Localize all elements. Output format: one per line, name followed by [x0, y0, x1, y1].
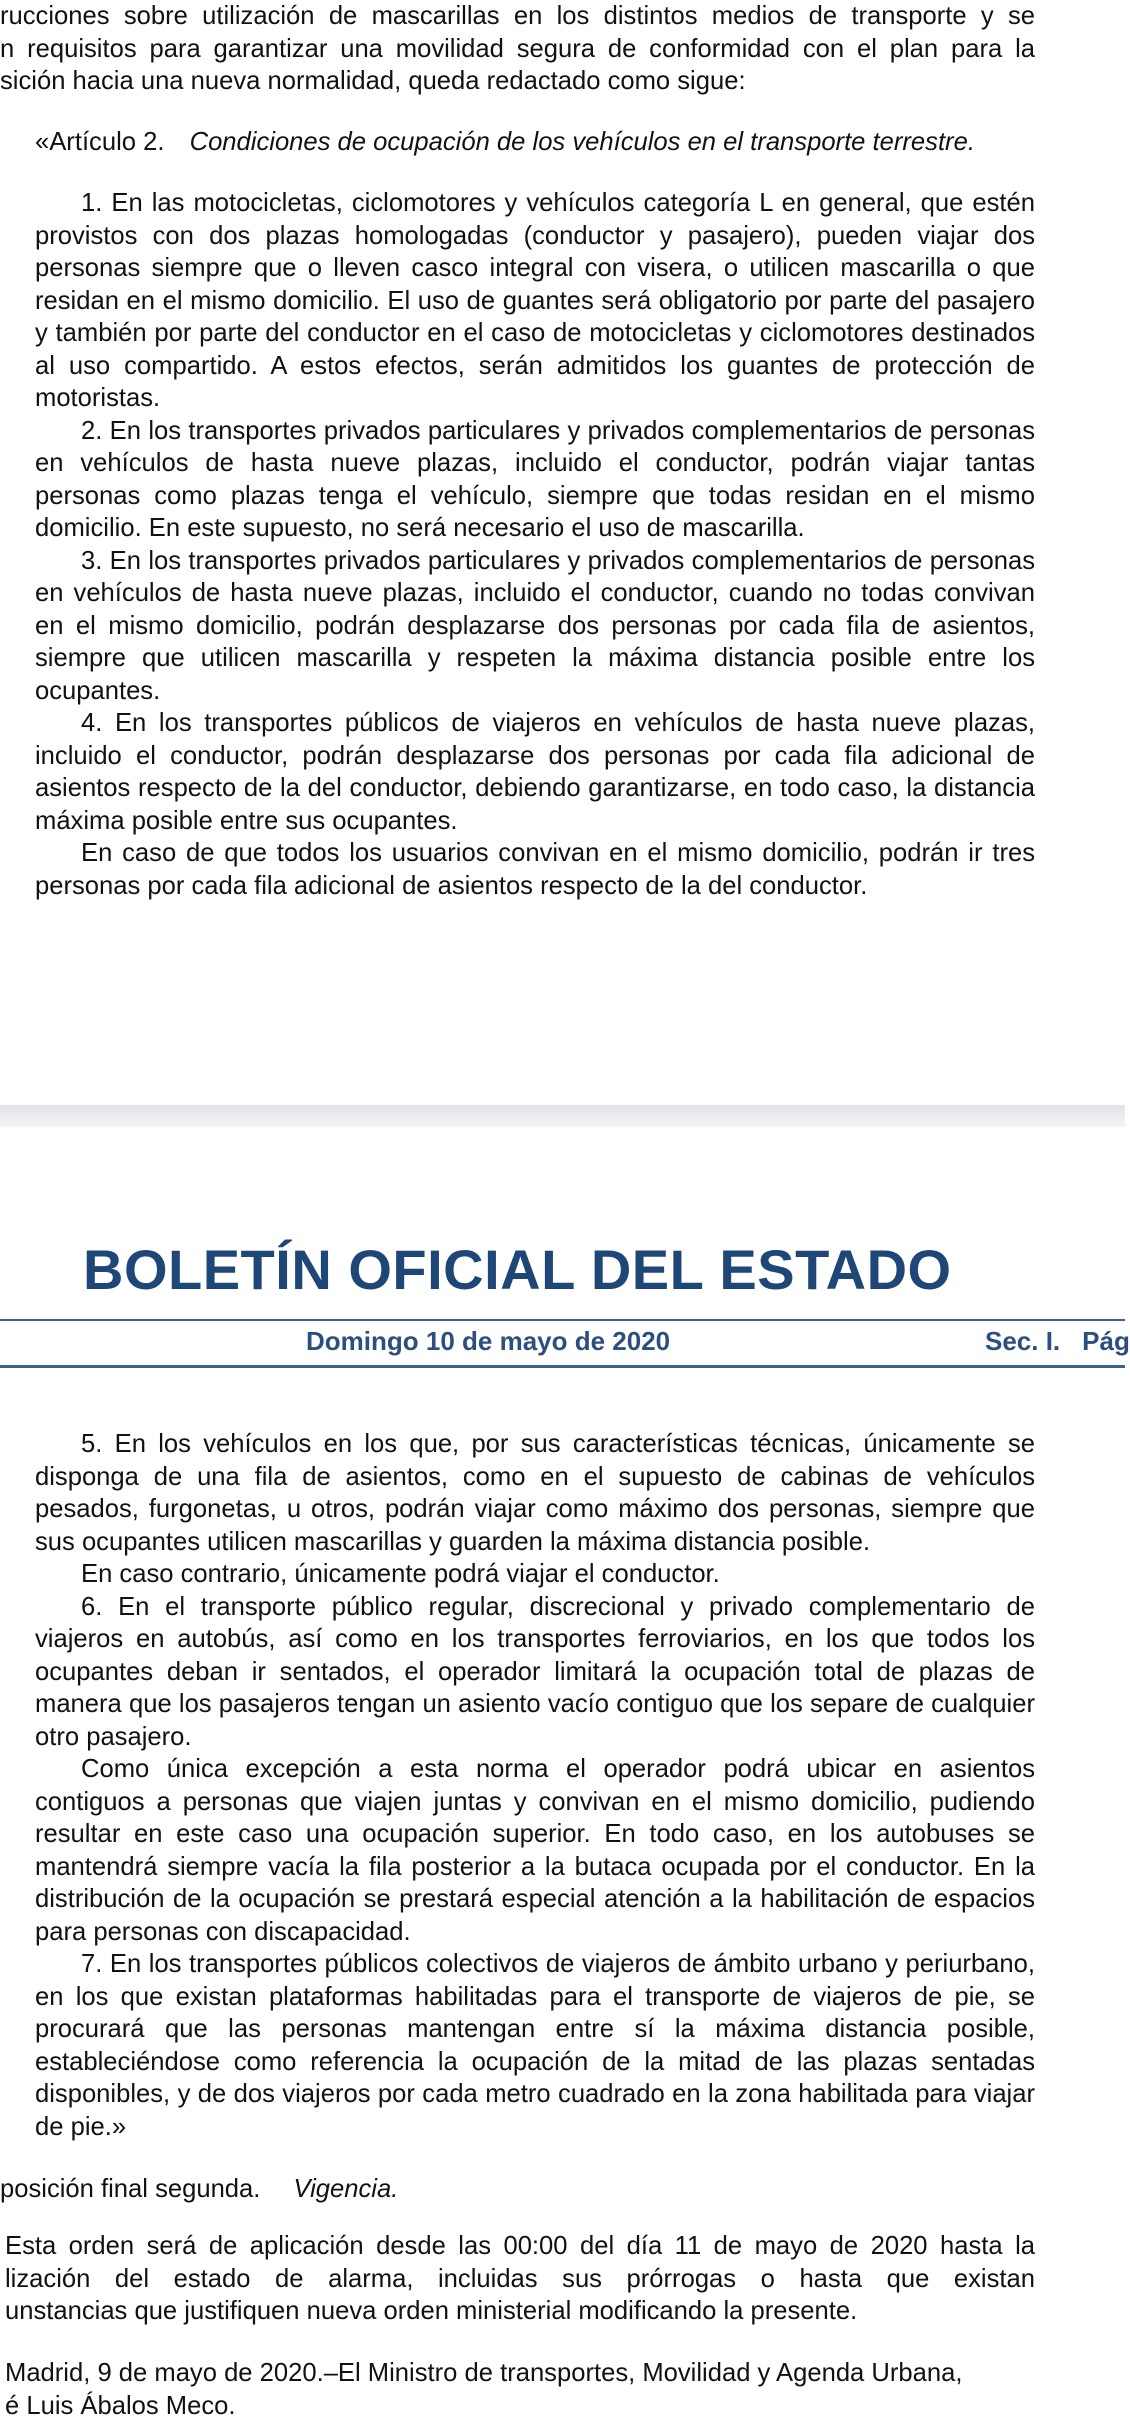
document-page-top [0, 0, 1125, 1105]
header-rule [0, 1365, 1125, 1368]
page-label: Pág [1082, 1326, 1130, 1356]
document-page-bottom [0, 1127, 1130, 2436]
paragraph-5-continuation: En caso contrario, únicamente podrá viajar el conductor. [81, 1560, 720, 1588]
section-number: Sec. I. [985, 1326, 1061, 1356]
paragraph-6-continuation: Como única excepción a esta norma el operador podrá ubicar en asientos contiguos a personas que viajen juntas y convivan en el mismo domicilio, pudiendo resultar en este caso una ocupación superior. En todo caso, en los autobuses se mantendrá siempre vacía la fila posterior a la butaca ocupada por el conductor. En la distribución de la ocupación se prestará especial atención a la habilitación de espacios para personas con discapacidad. [35, 1755, 1035, 1946]
final-provision-title: Vigencia. [293, 2175, 399, 2203]
final-provision-heading [0, 2175, 398, 2204]
paragraph-6: 6. En el transporte público regular, discrecional y privado complementario de viajeros en autobús, así como en los transportes ferroviarios, en los que todos los ocupantes deban ir sentados, el operador limitará la ocupación total de plazas de manera que los pasajeros tengan un asiento vacío contiguo que los separe de cualquier otro pasajero. [35, 1592, 1035, 1751]
text-line: Esta orden será de aplicación desde las 00:00 del día 11 de mayo de 2020 hasta la [5, 2232, 1035, 2260]
paragraph-5: 5. En los vehículos en los que, por sus características técnicas, únicamente se disponga de una fila de asientos, como en el supuesto de cabinas de vehículos pesados, furgonetas, u otros, podrán viajar como máximo dos personas, siempre que sus ocupantes utilicen mascarillas y guarden la máxima distancia posible. [35, 1430, 1035, 1556]
paragraph-1: 1. En las motocicletas, ciclomotores y vehículos categoría L en general, que estén provistos con dos plazas homologadas (conductor y pasajero), pueden viajar dos personas siempre que o lleven casco integral con visera, o utilicen mascarilla o que residan en el mismo domicilio. El uso de guantes será obligatorio por parte del pasajero y también por parte del conductor en el caso de motocicletas y ciclomotores destinados al uso compartido. A estos efectos, serán admitidos los guantes de protección de motoristas. [35, 189, 1035, 412]
text-line: Madrid, 9 de mayo de 2020.–El Ministro de transportes, Movilidad y Agenda Urbana, [5, 2359, 963, 2387]
paragraph-4-continuation: En caso de que todos los usuarios convivan en el mismo domicilio, podrán ir tres personas por cada fila adicional de asientos respecto de la del conductor. [35, 839, 1035, 900]
article-title: Condiciones de ocupación de los vehículos en el transporte terrestre. [189, 128, 975, 156]
issue-date: Domingo 10 de mayo de 2020 [306, 1326, 671, 1356]
header-rule [0, 1319, 1125, 1321]
text-line: é Luis Ábalos Meco. [5, 2391, 236, 2420]
article-heading [35, 128, 975, 157]
paragraph-2: 2. En los transportes privados particulares y privados complementarios de personas en vehículos de hasta nueve plazas, incluido el conductor, podrán viajar tantas personas como plazas tenga el vehículo, siempre que todas residan en el mismo domicilio. En este supuesto, no será necesario el uso de mascarilla. [35, 416, 1035, 542]
text-line: n requisitos para garantizar una movilidad segura de conformidad con el plan para la [0, 34, 1035, 63]
intro-fragment [0, 0, 1035, 98]
text-line: unstancias que justifiquen nueva orden ministerial modificando la presente. [5, 2297, 858, 2325]
text-line: sición hacia una nueva normalidad, queda redactado como sigue: [0, 67, 746, 95]
text-line: rucciones sobre utilización de mascarillas en los distintos medios de transporte y se [0, 2, 1035, 30]
vigencia-text [5, 2230, 1035, 2328]
paragraph-3: 3. En los transportes privados particulares y privados complementarios de personas en vehículos de hasta nueve plazas, incluido el conductor, cuando no todas convivan en el mismo domicilio, podrán desplazarse dos personas por cada fila de asientos, siempre que utilicen mascarilla y respeten la máxima distancia posible entre los ocupantes. [35, 546, 1035, 705]
article-body [35, 187, 1035, 902]
article-label: «Artículo 2. [35, 128, 165, 156]
final-provision-label: posición final segunda. [0, 2175, 261, 2203]
page-divider [0, 1105, 1125, 1127]
boe-masthead: BOLETÍN OFICIAL DEL ESTADO [83, 1238, 952, 1301]
paragraph-7: 7. En los transportes públicos colectivos de viajeros de ámbito urbano y periurbano, en los que existan plataformas habilitadas para el transporte de viajeros de pie, se procurará que las personas mantengan entre sí la máxima distancia posible, estableciéndose como referencia la ocupación de la mitad de las plazas sentadas disponibles, y de dos viajeros por cada metro cuadrado en la zona habilitada para viajar de pie.» [35, 1950, 1035, 2141]
text-line: lización del estado de alarma, incluidas sus prórrogas o hasta que existan [5, 2264, 1035, 2293]
paragraph-4: 4. En los transportes públicos de viajeros en vehículos de hasta nueve plazas, incluido el conductor, podrán desplazarse dos personas por cada fila adicional de asientos respecto de la del conductor, debiendo garantizarse, en todo caso, la distancia máxima posible entre sus ocupantes. [35, 709, 1035, 835]
signature-block [5, 2357, 1035, 2422]
article-body-continued [35, 1428, 1035, 2143]
section-label [985, 1326, 1130, 1357]
